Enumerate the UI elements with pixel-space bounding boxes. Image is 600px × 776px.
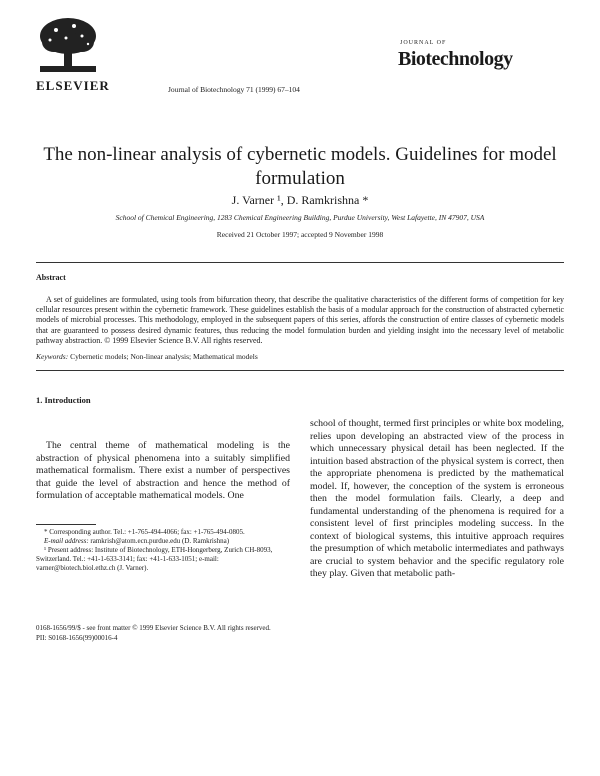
copyright-line: 0168-1656/99/$ - see front matter © 1999 Elsevier Science B.V. All rights reserved.	[36, 624, 271, 632]
keywords	[36, 352, 258, 361]
journal-reference: Journal of Biotechnology 71 (1999) 67–104	[168, 85, 300, 94]
footnote-present-address: ¹ Present address: Institute of Biotechnology, ETH-Hongerberg, Zurich CH-8093, Switzerland. Tel.: +41-1-633-3141; fax: +41-1-633-1051; e-mail: varner@biotech.biol.ethz.ch (J. Varner).	[36, 546, 273, 572]
abstract-body: A set of guidelines are formulated, using tools from bifurcation theory, that describe the qualitative characteristics of the different forms of competition for key cellular resources present within the cybernetic framework. These guidelines establish the basis of a modular approach for the construction of abstracted cybernetic models of microbial processes. This methodology, employed in the subsequent papers of this series, affords the construction of entire classes of cybernetic models that are guaranteed to possess desired dynamic features, thus reducing the model formulation burden and yielding insight into the necessary level of metabolic pathway abstraction. © 1999 Elsevier Science B.V. All rights reserved.	[36, 295, 564, 345]
intro-right-column: school of thought, termed first principles or white box modeling, relies upon developing an abstracted view of the process in which unnecessary physical detail has been neglected. If the intuition based abstraction of the physical system is correct, then the appropriate phenomena is predicted by the mathematical model. If, however, the conception of the system is erroneous then the model formulation fails. Clearly, a deep and fundamental understanding of the phenomena is required for a consistent level of first principles modeling success. In the context of biological systems, this intuitive approach requires the presumption of which metabolic intermediates and pathways are crucial to system behavior and the specific regulatory role they play. Given that metabolic path-	[310, 418, 564, 579]
received-dates: Received 21 October 1997; accepted 9 November 1998	[216, 230, 384, 239]
pii-line: PII: S0168-1656(99)00016-4	[36, 633, 118, 642]
affiliation: School of Chemical Engineering, 1283 Chemical Engineering Building, Purdue University, West Lafayette, IN 47907, USA	[115, 213, 485, 222]
email-label: E-mail address:	[44, 537, 89, 545]
top-divider	[36, 262, 564, 263]
section-heading: 1. Introduction	[36, 395, 91, 405]
keywords-label: Keywords:	[36, 352, 69, 361]
abstract-divider	[36, 370, 564, 371]
footnotes	[36, 528, 290, 573]
intro-left-column: The central theme of mathematical modeling is the abstraction of physical phenomena into a suitably simplified mathematical formalism. There exist a number of perspectives that guide the level of abstraction and hence the method of formulation of acceptable mathematical models. One	[36, 440, 290, 501]
publisher-logo-text: ELSEVIER	[36, 78, 110, 93]
bottom-notes	[36, 624, 271, 643]
elsevier-tree-logo	[36, 14, 100, 76]
paper-title: The non-linear analysis of cybernetic models. Guidelines for model formulation	[43, 144, 557, 189]
footnote-corresponding: * Corresponding author. Tel.: +1-765-494-4066; fax: +1-765-494-0805.	[44, 528, 245, 536]
keywords-list: Cybernetic models; Non-linear analysis; Mathematical models	[70, 352, 258, 361]
authors: J. Varner ¹, D. Ramkrishna *	[231, 193, 369, 207]
masthead-prefix: JOURNAL OF	[400, 40, 447, 46]
footnote-divider	[36, 524, 96, 525]
journal-masthead: Biotechnology	[398, 48, 513, 70]
abstract-heading: Abstract	[36, 273, 66, 282]
footnote-email	[36, 537, 290, 546]
email-value: ramkrish@atom.ecn.purdue.edu (D. Ramkrishna)	[90, 537, 230, 545]
